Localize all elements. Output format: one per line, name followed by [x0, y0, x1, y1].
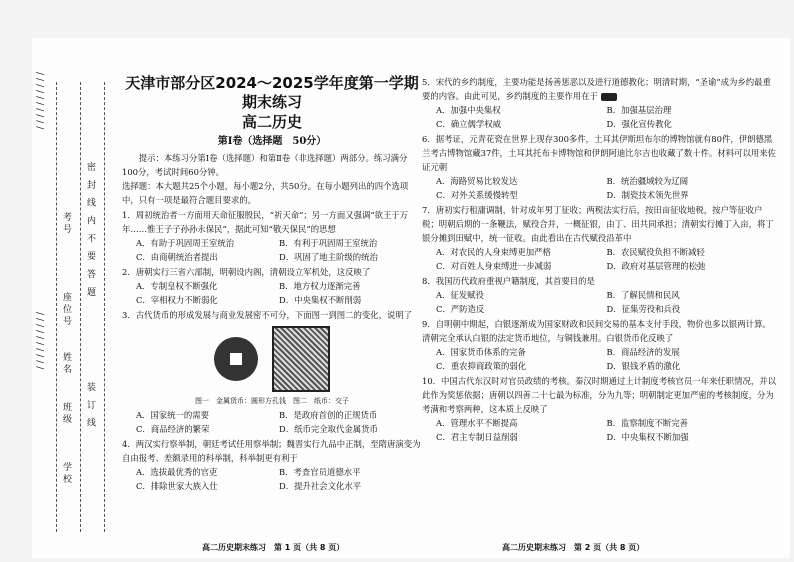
page-footer-right: 高二历史期末练习 第 2 页（共 8 页）	[502, 543, 645, 552]
option[interactable]: B．考查官员道德水平	[279, 467, 361, 477]
option[interactable]: A．征发赋役	[436, 290, 484, 300]
question-1	[122, 208, 422, 264]
page-footer-left: 高二历史期末练习 第 1 页（共 8 页）	[202, 543, 345, 552]
option[interactable]: D．巩固了地主阶级的统治	[279, 252, 378, 262]
subject-title: 高二历史	[241, 113, 302, 131]
paper-money-image	[272, 326, 330, 392]
option[interactable]: D．纸币完全取代金属货币	[279, 424, 378, 434]
option[interactable]: A．海路贸易比较发达	[436, 176, 518, 186]
option[interactable]: D．银钱矛盾的激化	[606, 361, 681, 371]
question-stem: 5．宋代的乡约制度，主要功能是扬善惩恶以及进行道德教化；明清时期，“圣谕”成为乡约最重要的内容。由此可见，乡约制度的主要作用在于	[422, 77, 771, 101]
left-column	[122, 74, 422, 493]
option[interactable]: D．政府对基层管理的松弛	[606, 261, 706, 271]
question-9	[422, 317, 777, 373]
question-3	[122, 308, 422, 436]
option[interactable]: D．征集劳役和兵役	[606, 304, 681, 314]
publisher-logo-icon	[601, 93, 617, 101]
option[interactable]: A．国家统一的需要	[136, 410, 210, 420]
option[interactable]: C．重农抑商政策的弱化	[436, 361, 527, 371]
figure-caption-1: 图一 金属货币：圆形方孔钱	[195, 397, 286, 405]
binding-slashes: //////////	[34, 312, 44, 373]
question-6	[422, 132, 777, 202]
question-stem: 6．据考证，元青花瓷在世界上现存300多件，土耳其伊斯坦布尔的博物馆就有80件，伊朗德黑兰考古博物馆藏37件，土耳其托布卡博物馆和伊朗阿迪比尔吉也收藏了数十件。材料可以用来佐证元朝	[422, 134, 777, 172]
exam-no-label: 考号	[61, 212, 71, 236]
option[interactable]: B．是政府首创的正规货币	[279, 410, 378, 420]
question-stem: 8．我国历代政府重视户籍制度，其首要目的是	[422, 276, 595, 286]
question-7	[422, 203, 777, 273]
option[interactable]: B．商品经济的发展	[606, 347, 680, 357]
question-stem: 3．古代货币的形成发展与商业发展密不可分，下面图一到图二的变化，说明了	[122, 310, 413, 320]
question-stem: 2．唐朝实行三省六部制，明朝设内阁，清朝设立军机处，这反映了	[122, 267, 371, 277]
question-stem: 10．中国古代东汉时对官员政绩的考核。秦汉时期通过上计制度考核官员一年来任职情况，并以此作为奖惩依据；唐朝以四善二十七最为标准，分为九等；明朝制定更加严密的考核制度，分为考满和考察两种，这本质上反映了	[422, 376, 777, 414]
question-4	[122, 437, 422, 493]
no-answer-notice: 密 封 线 内 不 要 答 题	[85, 162, 95, 300]
question-stem: 9．自明朝中期起，白银逐渐成为国家财政和民间交易的基本支付手段，物价也多以银两计算。清朝完全承认白银的法定货币地位，与铜钱兼用。白银货币化反映了	[422, 319, 771, 343]
exam-title: 天津市部分区2024～2025学年度第一学期期末练习	[125, 74, 419, 111]
seal-notice: 装 订 线	[85, 382, 95, 430]
option[interactable]: A．管理水平不断提高	[436, 418, 518, 428]
instruction-text: 选择题：本大题共25个小题，每小题2分，共50分。在每小题列出的四个选项中，只有一项是最符合题目要求的。	[122, 181, 409, 205]
option[interactable]: B．地方权力逐渐完善	[279, 281, 361, 291]
option[interactable]: B．统治疆域较为辽阔	[606, 176, 689, 186]
option[interactable]: D．中央集权不断加强	[606, 432, 689, 442]
option[interactable]: B．了解民情和民风	[606, 290, 680, 300]
name-label: 姓名	[61, 352, 71, 376]
question-stem: 4．两汉实行察举制，朝廷考试任用察举制；魏晋实行九品中正制，至隋唐演变为自由报考、差额录用的科举制，科举制更有利于	[122, 439, 421, 463]
binding-slashes: //////////	[34, 72, 44, 133]
option[interactable]: D．提升社会文化水平	[279, 481, 362, 491]
fold-line	[104, 82, 105, 532]
option[interactable]: A．国家货币体系的完备	[436, 347, 526, 357]
option[interactable]: C．排除世家大族入仕	[136, 481, 218, 491]
binding-margin	[32, 52, 120, 558]
seal-line	[80, 82, 81, 532]
option[interactable]: C．严防造反	[436, 304, 485, 314]
class-label: 班级	[61, 402, 71, 426]
option[interactable]: A．加强中央集权	[436, 105, 501, 115]
option[interactable]: C．确立儒学权威	[436, 119, 502, 129]
question-5	[422, 75, 777, 131]
option[interactable]: B．监察制度不断完善	[606, 418, 689, 428]
option[interactable]: C．宰相权力不断弱化	[136, 295, 218, 305]
cut-line	[56, 82, 57, 532]
exam-page	[32, 38, 790, 558]
option[interactable]: A．有助于巩固周王室统治	[136, 238, 235, 248]
school-label: 学校	[61, 462, 71, 486]
question-8	[422, 274, 777, 316]
question-10	[422, 374, 777, 444]
seat-no-label: 座位号	[61, 292, 71, 328]
option[interactable]: B．加强基层治理	[606, 105, 672, 115]
section-heading: 第Ⅰ卷（选择题 50分）	[217, 136, 327, 147]
question-2	[122, 265, 422, 307]
figures	[122, 326, 422, 392]
option[interactable]: C．商品经济的繁荣	[136, 424, 210, 434]
option[interactable]: B．有利于巩固周王室统治	[279, 238, 378, 248]
option[interactable]: D．中央集权不断削弱	[279, 295, 362, 305]
question-stem: 7．唐初实行租庸调制，针对成年男丁征收；两税法实行后，按田亩征收地税，按户等征收户税；明朝后期的一条鞭法，赋役合并，一概征银，由丁、田共同承担；清朝实行摊丁入亩，将丁银分摊到田赋中，统一征收。由此看出在古代赋役沿革中	[422, 205, 774, 243]
option[interactable]: A．对农民的人身束缚更加严格	[436, 247, 551, 257]
option[interactable]: C．对外关系缓慢转型	[436, 190, 518, 200]
option[interactable]: C．君主专制日益削弱	[436, 432, 518, 442]
question-stem: 1．周初统治者一方面用天命征服殷民，“祈天命”；另一方面又强调“欲王于万年……惟王子子孙孙永保民”，据此可知“敬天保民”的思想	[122, 210, 409, 234]
option[interactable]: A．选拔最优秀的官吏	[136, 467, 218, 477]
option[interactable]: C．对百姓人身束缚进一步减弱	[436, 261, 552, 271]
instruction-text: 提示：本练习分第Ⅰ卷（选择题）和第Ⅱ卷（非选择题）两部分。练习满分100分，考试时间60分钟。	[122, 153, 408, 177]
option[interactable]: D．强化宣传教化	[606, 119, 672, 129]
option[interactable]: D．制瓷技术领先世界	[606, 190, 689, 200]
right-column	[422, 74, 777, 444]
coin-image	[214, 337, 258, 381]
option[interactable]: B．农民赋役负担不断减轻	[606, 247, 705, 257]
option[interactable]: A．专制皇权不断强化	[136, 281, 218, 291]
figure-caption-2: 图二 纸币：交子	[293, 397, 349, 405]
option[interactable]: C．由商朝统治者提出	[136, 252, 218, 262]
